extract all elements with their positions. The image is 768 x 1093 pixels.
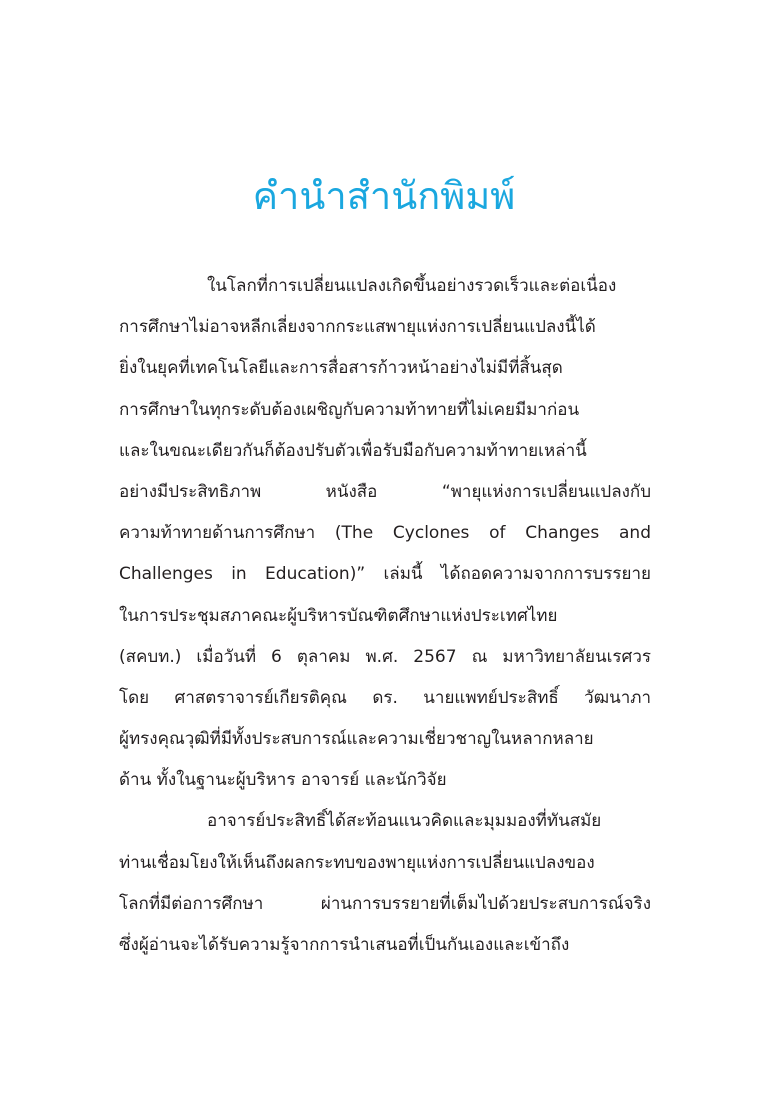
text-line: ซึ่งผู้อ่านจะได้รับความรู้จากการนำเสนอที่เป็นกันเองและเข้าถึง <box>119 935 570 955</box>
text-line: ด้าน ทั้งในฐานะผู้บริหาร อาจารย์ และนักวิจัย <box>119 770 447 791</box>
paragraph-2 <box>119 801 651 966</box>
paragraph-1 <box>119 266 651 801</box>
page-title: คำนำสำนักพิมพ์ <box>252 174 516 218</box>
text-line: อาจารย์ประสิทธิ์ได้สะท้อนแนวคิดและมุมมองที่ทันสมัย <box>207 811 602 832</box>
text-line: (สคบท.) เมื่อวันที่ 6 ตุลาคม พ.ศ. 2567 ณ มหาวิทยาลัยนเรศวร <box>119 646 651 667</box>
text-line: ผู้ทรงคุณวุฒิที่มีทั้งประสบการณ์และความเชี่ยวชาญในหลากหลาย <box>119 729 594 750</box>
text-line: โลกที่มีต่อการศึกษา ผ่านการบรรยายที่เต็มไปด้วยประสบการณ์จริง <box>119 893 651 914</box>
text-line: ความท้าทายด้านการศึกษา (The Cyclones of Changes and <box>119 523 651 544</box>
text-line: และในขณะเดียวกันก็ต้องปรับตัวเพื่อรับมือกับความท้าทายเหล่านี้ <box>119 440 587 461</box>
text-line: อย่างมีประสิทธิภาพ หนังสือ “พายุแห่งการเปลี่ยนแปลงกับ <box>119 481 651 502</box>
body-text <box>119 266 651 966</box>
text-line: ในโลกที่การเปลี่ยนแปลงเกิดขึ้นอย่างรวดเร็วและต่อเนื่อง <box>207 276 617 296</box>
text-line: ท่านเชื่อมโยงให้เห็นถึงผลกระทบของพายุแห่งการเปลี่ยนแปลงของ <box>119 852 595 873</box>
text-line: โดย ศาสตราจารย์เกียรติคุณ ดร. นายแพทย์ประสิทธิ์ วัฒนาภา <box>119 687 651 708</box>
text-line: การศึกษาไม่อาจหลีกเลี่ยงจากกระแสพายุแห่งการเปลี่ยนแปลงนี้ได้ <box>119 317 596 338</box>
text-line: ในการประชุมสภาคณะผู้บริหารบัณฑิตศึกษาแห่งประเทศไทย <box>119 605 558 626</box>
text-line: Challenges in Education)” เล่มนี้ ได้ถอดความจากการบรรยาย <box>119 564 651 585</box>
text-line: ยิ่งในยุคที่เทคโนโลยีและการสื่อสารก้าวหน้าอย่างไม่มีที่สิ้นสุด <box>119 358 563 379</box>
text-line: การศึกษาในทุกระดับต้องเผชิญกับความท้าทายที่ไม่เคยมีมาก่อน <box>119 399 580 420</box>
